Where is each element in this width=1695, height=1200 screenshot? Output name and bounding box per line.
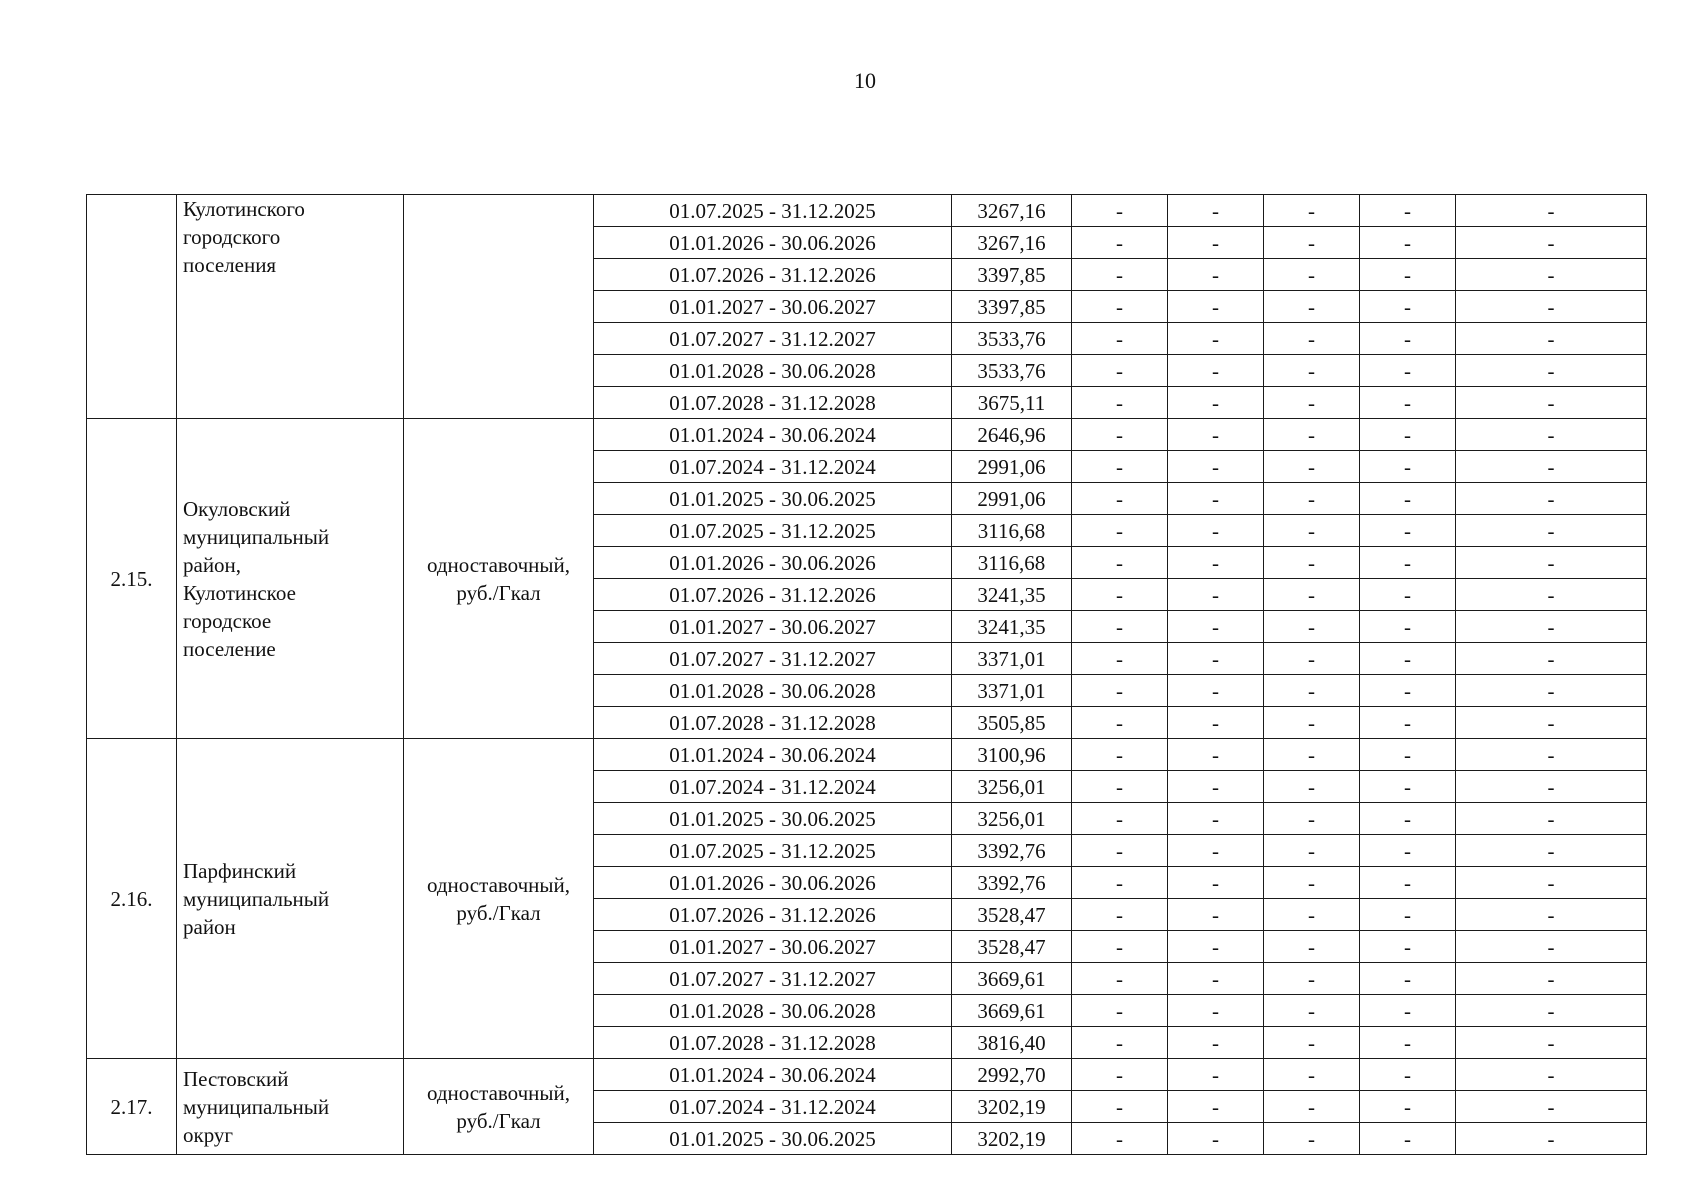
period-cell: 01.01.2026 - 30.06.2026: [594, 227, 952, 259]
empty-value-cell-3: -: [1264, 611, 1360, 643]
empty-value-cell-3: -: [1264, 259, 1360, 291]
empty-value-cell-3: -: [1264, 515, 1360, 547]
empty-value-cell-2: -: [1168, 579, 1264, 611]
empty-value-cell-3: -: [1264, 707, 1360, 739]
period-cell: 01.01.2026 - 30.06.2026: [594, 547, 952, 579]
tariff-value-cell: 3100,96: [952, 739, 1072, 771]
period-cell: 01.01.2027 - 30.06.2027: [594, 931, 952, 963]
empty-value-cell-4: -: [1360, 387, 1456, 419]
empty-value-cell-4: -: [1360, 963, 1456, 995]
empty-value-cell-4: -: [1360, 1123, 1456, 1155]
empty-value-cell-1: -: [1072, 899, 1168, 931]
empty-value-cell-3: -: [1264, 323, 1360, 355]
empty-value-cell-5: -: [1456, 419, 1647, 451]
empty-value-cell-4: -: [1360, 707, 1456, 739]
empty-value-cell-5: -: [1456, 739, 1647, 771]
empty-value-cell-5: -: [1456, 675, 1647, 707]
tariff-value-cell: 3528,47: [952, 931, 1072, 963]
empty-value-cell-4: -: [1360, 451, 1456, 483]
empty-value-cell-5: -: [1456, 995, 1647, 1027]
empty-value-cell-1: -: [1072, 931, 1168, 963]
territory-name-cell: [177, 419, 404, 739]
period-cell: 01.07.2026 - 31.12.2026: [594, 579, 952, 611]
empty-value-cell-5: -: [1456, 227, 1647, 259]
tariff-value-cell: 3371,01: [952, 643, 1072, 675]
period-cell: 01.07.2027 - 31.12.2027: [594, 323, 952, 355]
empty-value-cell-5: -: [1456, 931, 1647, 963]
empty-value-cell-3: -: [1264, 387, 1360, 419]
territory-name: Окуловский муниципальный район, Кулотинское городское поселение: [183, 496, 330, 661]
empty-value-cell-5: -: [1456, 611, 1647, 643]
empty-value-cell-2: -: [1168, 771, 1264, 803]
empty-value-cell-1: -: [1072, 387, 1168, 419]
empty-value-cell-2: -: [1168, 323, 1264, 355]
empty-value-cell-3: -: [1264, 1059, 1360, 1091]
empty-value-cell-3: -: [1264, 419, 1360, 451]
empty-value-cell-2: -: [1168, 739, 1264, 771]
empty-value-cell-2: -: [1168, 931, 1264, 963]
empty-value-cell-1: -: [1072, 675, 1168, 707]
item-number: [87, 195, 177, 419]
empty-value-cell-3: -: [1264, 1123, 1360, 1155]
period-cell: 01.07.2027 - 31.12.2027: [594, 643, 952, 675]
tariff-kind-cell: [404, 1059, 594, 1155]
empty-value-cell-4: -: [1360, 419, 1456, 451]
empty-value-cell-4: -: [1360, 1091, 1456, 1123]
tariff-kind-cell: [404, 739, 594, 1059]
empty-value-cell-2: -: [1168, 963, 1264, 995]
empty-value-cell-5: -: [1456, 323, 1647, 355]
period-cell: 01.07.2027 - 31.12.2027: [594, 963, 952, 995]
empty-value-cell-1: -: [1072, 1091, 1168, 1123]
empty-value-cell-1: -: [1072, 963, 1168, 995]
empty-value-cell-5: -: [1456, 291, 1647, 323]
tariff-value-cell: 3816,40: [952, 1027, 1072, 1059]
empty-value-cell-4: -: [1360, 931, 1456, 963]
empty-value-cell-2: -: [1168, 1027, 1264, 1059]
table-row: [87, 419, 1647, 451]
empty-value-cell-1: -: [1072, 355, 1168, 387]
empty-value-cell-2: -: [1168, 259, 1264, 291]
item-number: 2.17.: [87, 1059, 177, 1155]
empty-value-cell-2: -: [1168, 867, 1264, 899]
empty-value-cell-5: -: [1456, 515, 1647, 547]
tariff-value-cell: 3669,61: [952, 995, 1072, 1027]
period-cell: 01.07.2025 - 31.12.2025: [594, 835, 952, 867]
empty-value-cell-1: -: [1072, 995, 1168, 1027]
territory-name: Кулотинского городского поселения: [183, 197, 305, 277]
tariff-value-cell: 3371,01: [952, 675, 1072, 707]
empty-value-cell-1: -: [1072, 547, 1168, 579]
tariff-value-cell: 3397,85: [952, 259, 1072, 291]
empty-value-cell-3: -: [1264, 963, 1360, 995]
empty-value-cell-4: -: [1360, 227, 1456, 259]
empty-value-cell-4: -: [1360, 771, 1456, 803]
period-cell: 01.01.2028 - 30.06.2028: [594, 675, 952, 707]
tariff-value-cell: 2646,96: [952, 419, 1072, 451]
empty-value-cell-4: -: [1360, 739, 1456, 771]
empty-value-cell-2: -: [1168, 899, 1264, 931]
empty-value-cell-2: -: [1168, 451, 1264, 483]
empty-value-cell-1: -: [1072, 1027, 1168, 1059]
empty-value-cell-2: -: [1168, 483, 1264, 515]
empty-value-cell-3: -: [1264, 643, 1360, 675]
empty-value-cell-1: -: [1072, 483, 1168, 515]
empty-value-cell-2: -: [1168, 643, 1264, 675]
tariff-value-cell: 3675,11: [952, 387, 1072, 419]
period-cell: 01.01.2024 - 30.06.2024: [594, 1059, 952, 1091]
empty-value-cell-1: -: [1072, 1059, 1168, 1091]
empty-value-cell-5: -: [1456, 579, 1647, 611]
empty-value-cell-2: -: [1168, 515, 1264, 547]
empty-value-cell-1: -: [1072, 867, 1168, 899]
period-cell: 01.01.2024 - 30.06.2024: [594, 739, 952, 771]
empty-value-cell-4: -: [1360, 355, 1456, 387]
empty-value-cell-2: -: [1168, 227, 1264, 259]
empty-value-cell-1: -: [1072, 643, 1168, 675]
tariff-value-cell: 3533,76: [952, 355, 1072, 387]
item-number: 2.15.: [87, 419, 177, 739]
empty-value-cell-4: -: [1360, 291, 1456, 323]
empty-value-cell-5: -: [1456, 387, 1647, 419]
empty-value-cell-4: -: [1360, 643, 1456, 675]
period-cell: 01.01.2026 - 30.06.2026: [594, 867, 952, 899]
empty-value-cell-3: -: [1264, 547, 1360, 579]
empty-value-cell-5: -: [1456, 867, 1647, 899]
empty-value-cell-5: -: [1456, 259, 1647, 291]
tariff-value-cell: 3202,19: [952, 1091, 1072, 1123]
period-cell: 01.07.2024 - 31.12.2024: [594, 1091, 952, 1123]
period-cell: 01.01.2024 - 30.06.2024: [594, 419, 952, 451]
table-body: [87, 195, 1647, 1155]
tariff-kind-cell: [404, 195, 594, 419]
empty-value-cell-1: -: [1072, 323, 1168, 355]
empty-value-cell-4: -: [1360, 867, 1456, 899]
tariff-value-cell: 3669,61: [952, 963, 1072, 995]
tariff-value-cell: 3241,35: [952, 579, 1072, 611]
empty-value-cell-2: -: [1168, 675, 1264, 707]
empty-value-cell-5: -: [1456, 835, 1647, 867]
empty-value-cell-3: -: [1264, 1027, 1360, 1059]
empty-value-cell-3: -: [1264, 931, 1360, 963]
territory-name-cell: [177, 195, 404, 419]
empty-value-cell-3: -: [1264, 355, 1360, 387]
empty-value-cell-4: -: [1360, 515, 1456, 547]
tariff-value-cell: 3505,85: [952, 707, 1072, 739]
empty-value-cell-5: -: [1456, 643, 1647, 675]
empty-value-cell-5: -: [1456, 195, 1647, 227]
period-cell: 01.07.2028 - 31.12.2028: [594, 1027, 952, 1059]
empty-value-cell-2: -: [1168, 419, 1264, 451]
tariff-value-cell: 2991,06: [952, 483, 1072, 515]
empty-value-cell-2: -: [1168, 803, 1264, 835]
period-cell: 01.07.2024 - 31.12.2024: [594, 451, 952, 483]
territory-name-cell: [177, 1059, 404, 1155]
period-cell: 01.01.2025 - 30.06.2025: [594, 803, 952, 835]
tariff-kind: одноставочный, руб./Гкал: [426, 1080, 571, 1133]
empty-value-cell-3: -: [1264, 195, 1360, 227]
tariff-value-cell: 3392,76: [952, 835, 1072, 867]
empty-value-cell-1: -: [1072, 195, 1168, 227]
empty-value-cell-3: -: [1264, 1091, 1360, 1123]
item-number: 2.16.: [87, 739, 177, 1059]
empty-value-cell-3: -: [1264, 451, 1360, 483]
empty-value-cell-2: -: [1168, 611, 1264, 643]
empty-value-cell-1: -: [1072, 611, 1168, 643]
period-cell: 01.07.2028 - 31.12.2028: [594, 707, 952, 739]
period-cell: 01.01.2028 - 30.06.2028: [594, 355, 952, 387]
tariff-value-cell: 3267,16: [952, 227, 1072, 259]
empty-value-cell-2: -: [1168, 1059, 1264, 1091]
empty-value-cell-3: -: [1264, 867, 1360, 899]
empty-value-cell-1: -: [1072, 451, 1168, 483]
tariff-value-cell: 3533,76: [952, 323, 1072, 355]
period-cell: 01.01.2028 - 30.06.2028: [594, 995, 952, 1027]
tariff-table: [86, 194, 1647, 1155]
empty-value-cell-1: -: [1072, 707, 1168, 739]
empty-value-cell-2: -: [1168, 355, 1264, 387]
tariff-kind-cell: [404, 419, 594, 739]
empty-value-cell-5: -: [1456, 451, 1647, 483]
empty-value-cell-5: -: [1456, 963, 1647, 995]
empty-value-cell-5: -: [1456, 771, 1647, 803]
empty-value-cell-3: -: [1264, 899, 1360, 931]
period-cell: 01.01.2027 - 30.06.2027: [594, 291, 952, 323]
tariff-value-cell: 3267,16: [952, 195, 1072, 227]
empty-value-cell-1: -: [1072, 739, 1168, 771]
empty-value-cell-3: -: [1264, 227, 1360, 259]
empty-value-cell-5: -: [1456, 1027, 1647, 1059]
territory-name: Пестовский муниципальный округ: [183, 1066, 330, 1147]
empty-value-cell-3: -: [1264, 771, 1360, 803]
empty-value-cell-5: -: [1456, 1091, 1647, 1123]
tariff-value-cell: 3256,01: [952, 771, 1072, 803]
empty-value-cell-1: -: [1072, 835, 1168, 867]
empty-value-cell-3: -: [1264, 835, 1360, 867]
empty-value-cell-1: -: [1072, 803, 1168, 835]
tariff-value-cell: 3116,68: [952, 547, 1072, 579]
empty-value-cell-1: -: [1072, 771, 1168, 803]
empty-value-cell-1: -: [1072, 259, 1168, 291]
tariff-kind: одноставочный, руб./Гкал: [426, 872, 571, 925]
empty-value-cell-2: -: [1168, 1123, 1264, 1155]
empty-value-cell-1: -: [1072, 419, 1168, 451]
empty-value-cell-5: -: [1456, 547, 1647, 579]
empty-value-cell-2: -: [1168, 195, 1264, 227]
empty-value-cell-3: -: [1264, 291, 1360, 323]
empty-value-cell-4: -: [1360, 611, 1456, 643]
empty-value-cell-3: -: [1264, 579, 1360, 611]
empty-value-cell-3: -: [1264, 483, 1360, 515]
empty-value-cell-4: -: [1360, 259, 1456, 291]
empty-value-cell-4: -: [1360, 1059, 1456, 1091]
period-cell: 01.07.2025 - 31.12.2025: [594, 515, 952, 547]
tariff-value-cell: 3392,76: [952, 867, 1072, 899]
territory-name: Парфинский муниципальный район: [183, 858, 330, 939]
empty-value-cell-2: -: [1168, 835, 1264, 867]
empty-value-cell-5: -: [1456, 1059, 1647, 1091]
period-cell: 01.07.2024 - 31.12.2024: [594, 771, 952, 803]
period-cell: 01.01.2025 - 30.06.2025: [594, 1123, 952, 1155]
period-cell: 01.07.2028 - 31.12.2028: [594, 387, 952, 419]
empty-value-cell-3: -: [1264, 803, 1360, 835]
empty-value-cell-5: -: [1456, 483, 1647, 515]
table-row: [87, 1059, 1647, 1091]
empty-value-cell-2: -: [1168, 1091, 1264, 1123]
empty-value-cell-2: -: [1168, 707, 1264, 739]
tariff-kind: одноставочный, руб./Гкал: [426, 552, 571, 605]
tariff-value-cell: 3397,85: [952, 291, 1072, 323]
tariff-value-cell: 3256,01: [952, 803, 1072, 835]
empty-value-cell-4: -: [1360, 835, 1456, 867]
empty-value-cell-4: -: [1360, 803, 1456, 835]
empty-value-cell-2: -: [1168, 291, 1264, 323]
empty-value-cell-3: -: [1264, 675, 1360, 707]
empty-value-cell-5: -: [1456, 707, 1647, 739]
empty-value-cell-5: -: [1456, 355, 1647, 387]
empty-value-cell-2: -: [1168, 387, 1264, 419]
period-cell: 01.01.2025 - 30.06.2025: [594, 483, 952, 515]
tariff-value-cell: 3116,68: [952, 515, 1072, 547]
empty-value-cell-4: -: [1360, 323, 1456, 355]
page-number: 10: [854, 68, 876, 93]
tariff-value-cell: 3202,19: [952, 1123, 1072, 1155]
empty-value-cell-3: -: [1264, 739, 1360, 771]
tariff-value-cell: 2991,06: [952, 451, 1072, 483]
tariff-value-cell: 2992,70: [952, 1059, 1072, 1091]
period-cell: 01.07.2025 - 31.12.2025: [594, 195, 952, 227]
table-row: [87, 739, 1647, 771]
table-row: [87, 195, 1647, 227]
period-cell: 01.07.2026 - 31.12.2026: [594, 259, 952, 291]
period-cell: 01.07.2026 - 31.12.2026: [594, 899, 952, 931]
empty-value-cell-5: -: [1456, 803, 1647, 835]
empty-value-cell-4: -: [1360, 483, 1456, 515]
empty-value-cell-1: -: [1072, 1123, 1168, 1155]
empty-value-cell-4: -: [1360, 579, 1456, 611]
tariff-value-cell: 3241,35: [952, 611, 1072, 643]
empty-value-cell-2: -: [1168, 995, 1264, 1027]
empty-value-cell-4: -: [1360, 675, 1456, 707]
empty-value-cell-4: -: [1360, 899, 1456, 931]
empty-value-cell-1: -: [1072, 515, 1168, 547]
empty-value-cell-1: -: [1072, 227, 1168, 259]
empty-value-cell-5: -: [1456, 1123, 1647, 1155]
empty-value-cell-3: -: [1264, 995, 1360, 1027]
empty-value-cell-5: -: [1456, 899, 1647, 931]
tariff-value-cell: 3528,47: [952, 899, 1072, 931]
territory-name-cell: [177, 739, 404, 1059]
period-cell: 01.01.2027 - 30.06.2027: [594, 611, 952, 643]
empty-value-cell-2: -: [1168, 547, 1264, 579]
empty-value-cell-4: -: [1360, 195, 1456, 227]
empty-value-cell-4: -: [1360, 547, 1456, 579]
empty-value-cell-1: -: [1072, 579, 1168, 611]
empty-value-cell-1: -: [1072, 291, 1168, 323]
empty-value-cell-4: -: [1360, 995, 1456, 1027]
empty-value-cell-4: -: [1360, 1027, 1456, 1059]
